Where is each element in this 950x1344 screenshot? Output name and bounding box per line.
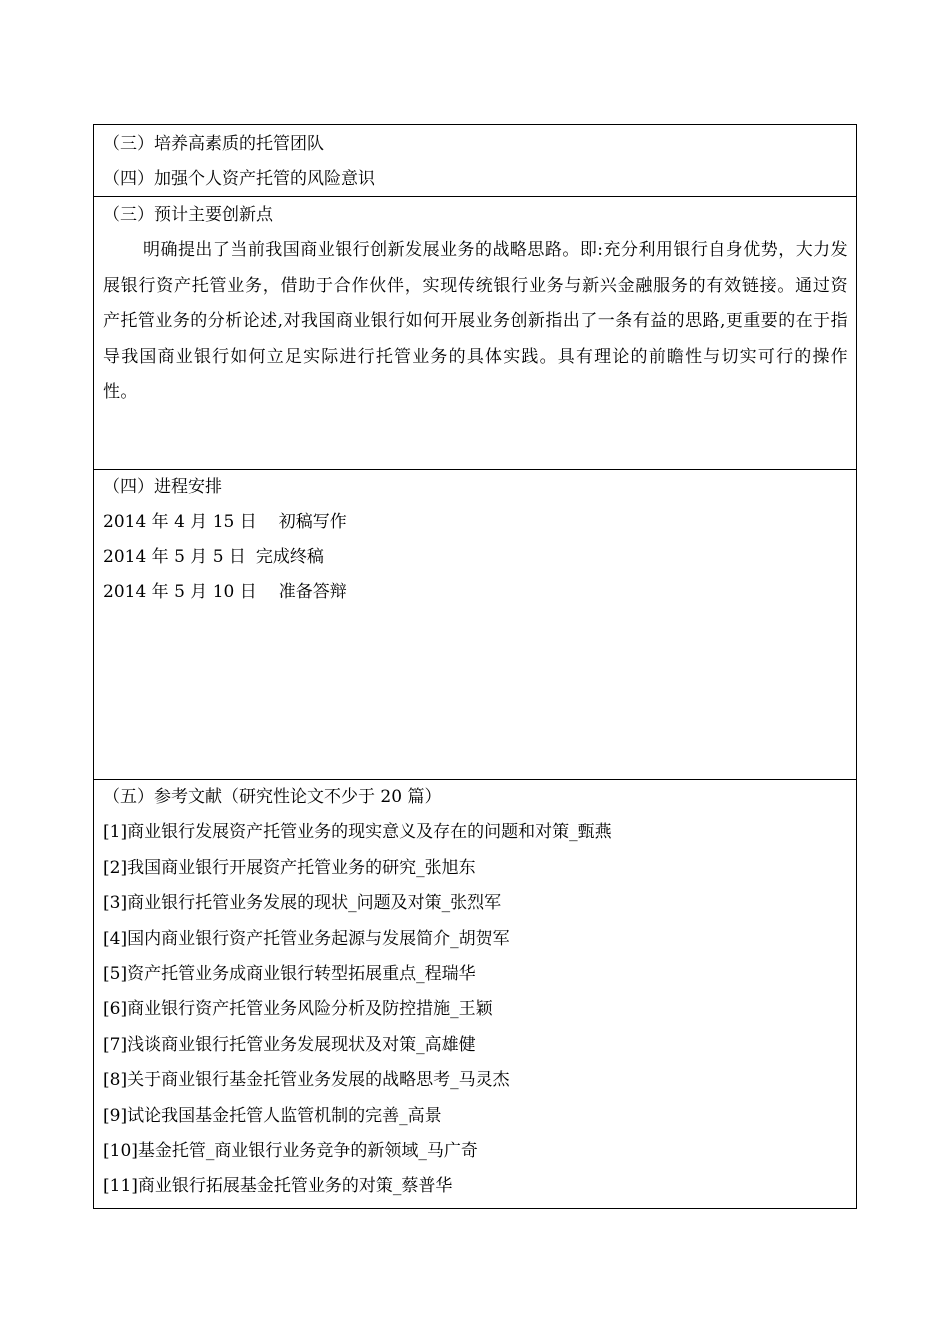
schedule-task: 初稿写作 — [278, 512, 347, 532]
schedule-row — [103, 540, 848, 575]
reference-item: [3]商业银行托管业务发展的现状_问题及对策_张烈军 — [103, 893, 502, 914]
reference-item: [10]基金托管_商业银行业务竞争的新领域_马广奇 — [103, 1140, 478, 1161]
reference-item: [1]商业银行发展资产托管业务的现实意义及存在的问题和对策_甄燕 — [103, 822, 612, 843]
reference-item: [6]商业银行资产托管业务风险分析及防控措施_王颖 — [103, 999, 493, 1020]
measures-cell — [94, 125, 856, 197]
innovation-paragraph: 明确提出了当前我国商业银行创新发展业务的战略思路。即:充分利用银行自身优势，大力发展银行资产托管业务，借助于合作伙伴，实现传统银行业务与新兴金融服务的有效链接。通过资产托管业务的分析论述,对我国商业银行如何开展业务创新指出了一条有益的思路,更重要的在于指导我国商业银行如何立足实际进行托管业务的具体实践。具有理论的前瞻性与切实可行的操作性。 — [103, 240, 848, 402]
reference-item: [7]浅谈商业银行托管业务发展现状及对策_高雄健 — [103, 1034, 476, 1055]
schedule-date: 2014 年 5 月 5 日 — [103, 547, 246, 567]
schedule-task: 完成终稿 — [255, 547, 324, 567]
reference-item: [11]商业银行拓展基金托管业务的对策_蔡普华 — [103, 1176, 453, 1197]
reference-item: [5]资产托管业务成商业银行转型拓展重点_程瑞华 — [103, 963, 476, 984]
schedule-task: 准备答辩 — [278, 582, 347, 602]
schedule-row — [103, 575, 848, 610]
reference-item: [9]试论我国基金托管人监管机制的完善_高景 — [103, 1105, 442, 1126]
schedule-row — [103, 505, 848, 540]
schedule-cell — [94, 470, 856, 780]
proposal-table — [93, 124, 857, 1209]
references-heading: （五）参考文献（研究性论文不少于 20 篇） — [103, 787, 442, 807]
schedule-heading: （四）进程安排 — [103, 477, 222, 497]
references-cell — [94, 780, 856, 1208]
reference-item: [8]关于商业银行基金托管业务发展的战略思考_马灵杰 — [103, 1070, 510, 1091]
innovation-heading: （三）预计主要创新点 — [103, 205, 273, 225]
schedule-date: 2014 年 5 月 10 日 — [103, 582, 257, 602]
measure-item-4: （四）加强个人资产托管的风险意识 — [103, 169, 375, 189]
reference-item: [4]国内商业银行资产托管业务起源与发展简介_胡贺军 — [103, 928, 510, 949]
reference-item: [2]我国商业银行开展资产托管业务的研究_张旭东 — [103, 857, 476, 878]
measure-item-3: （三）培养高素质的托管团队 — [103, 134, 324, 154]
innovation-cell — [94, 197, 856, 470]
schedule-date: 2014 年 4 月 15 日 — [103, 512, 257, 532]
